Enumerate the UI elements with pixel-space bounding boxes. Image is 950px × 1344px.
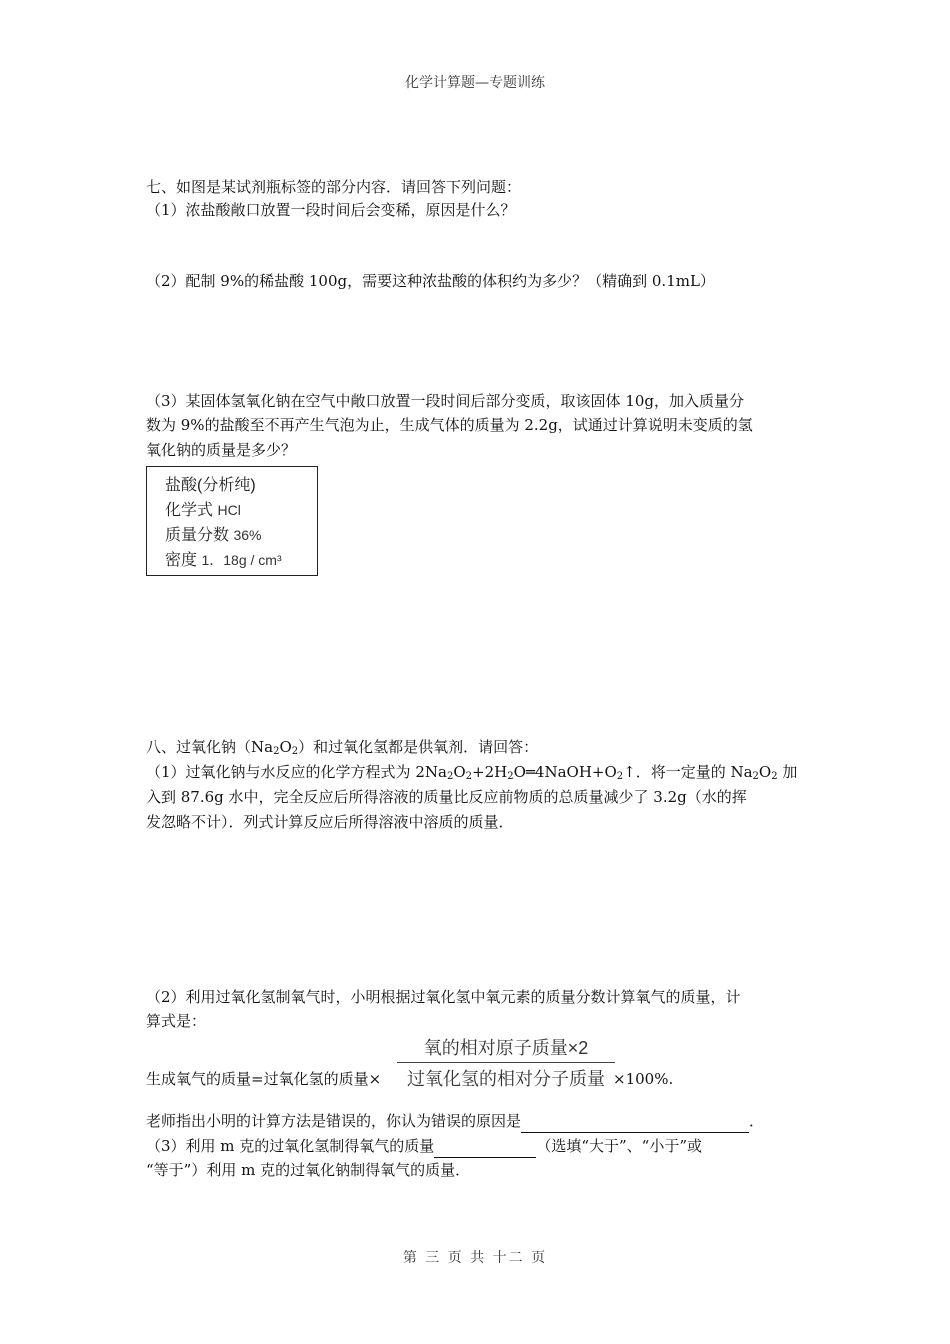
q7-part3-line3: 氧化钠的质量是多少？: [146, 441, 297, 459]
formula-key: 化学式: [165, 502, 214, 519]
q8-part3-line2: “等于”）利用 m 克的过氧化钠制得氧气的质量．: [146, 1161, 471, 1179]
reagent-mass-fraction: [165, 523, 317, 548]
answer-blank-reason[interactable]: [521, 1110, 749, 1133]
q8-part1-line2: 入到 87.6g 水中，完全反应后所得溶液的质量比反应前物质的总质量减少了 3.2g（水的挥: [146, 788, 747, 806]
density-key: 密度: [165, 552, 198, 569]
q8-title: 八、过氧化钠$(Na_2O_2)$和过氧化氢都是供氧剂．请回答：: [146, 738, 539, 757]
q8-part3-line1: （3）利用 m 克的过氧化氢制得氧气的质量 （选填“大于”、“小于”或: [146, 1135, 811, 1158]
formula-right-text: ×100%.: [613, 1070, 674, 1088]
reagent-formula: [165, 498, 317, 523]
q7-part3-line1: （3）某固体氢氧化钠在空气中敞口放置一段时间后部分变质，取该固体 10g，加入质量分: [146, 392, 745, 410]
q7-part3-line2: 数为 9%的盐酸至不再产生气泡为止，生成气体的质量为 2.2g，试通过计算说明未变质的氢: [146, 416, 753, 434]
formula-value: HCl: [217, 502, 241, 518]
reagent-density: [165, 548, 317, 573]
mass-value: 36%: [233, 527, 262, 543]
q7-part1: （1）浓盐酸敞口放置一段时间后会变稀，原因是什么？: [146, 201, 516, 219]
page-header: 化学计算题—专题训练: [405, 75, 545, 91]
fraction-denominator: 过氧化氢的相对分子质量: [407, 1069, 605, 1089]
fraction-numerator: 氧的相对原子质量×2: [397, 1034, 615, 1063]
formula-left-text: 生成氧气的质量=过氧化氢的质量×: [146, 1070, 382, 1088]
reagent-label: [146, 466, 318, 576]
density-value: 1．18g / cm³: [201, 552, 282, 568]
page-footer: 第 三 页 共 十二 页: [402, 1250, 548, 1266]
q8-part1-line3: 发忽略不计）．列式计算反应后所得溶液中溶质的质量．: [146, 813, 514, 831]
reagent-name: 盐酸(分析纯): [165, 477, 256, 494]
mass-key: 质量分数: [165, 527, 230, 544]
q7-part2: （2）配制 9%的稀盐酸 100g，需要这种浓盐酸的体积约为多少？（精确到 0.1mL）: [146, 272, 715, 290]
q8-part2-line1: （2）利用过氧化氢制氧气时，小明根据过氧化氢中氧元素的质量分数计算氧气的质量，计: [146, 988, 741, 1006]
oxygen-formula-fraction: [397, 1034, 615, 1091]
q7-title: 七、如图是某试剂瓶标签的部分内容．请回答下列问题：: [146, 178, 522, 196]
answer-blank-compare[interactable]: [434, 1135, 536, 1158]
q8-part2-line3: 老师指出小明的计算方法是错误的，你认为错误的原因是 ．: [146, 1110, 811, 1133]
q8-part2-line2: 算式是：: [146, 1012, 207, 1030]
q8-part1-line1: （1）过氧化钠与水反应的化学方程式为 $2Na_2O_2+2H_2O═4NaOH+O_2↑$．将一定量的 $Na_2O_2$ 加: [146, 763, 798, 782]
